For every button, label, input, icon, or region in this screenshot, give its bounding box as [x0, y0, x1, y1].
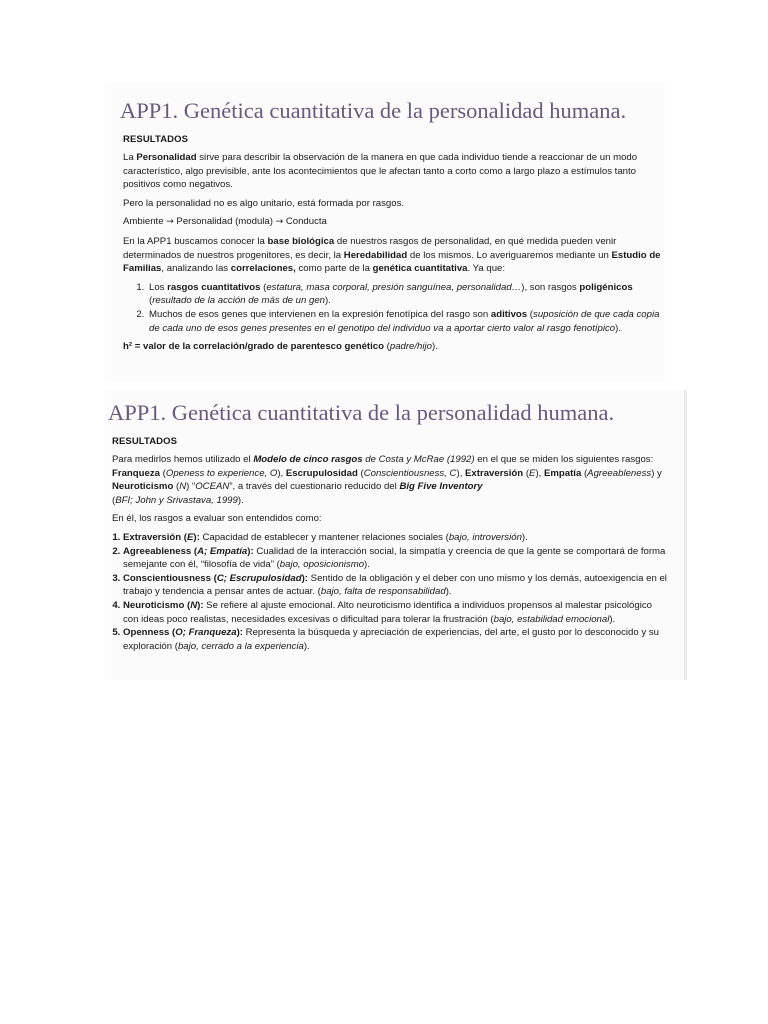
personality-definition-paragraph: La Personalidad sirve para describir la observación de la manera en que cada individuo tiende a reaccionar de un modo característico, algo previsible, ante los acontecimientos que le afectan tanto a corto como a largo plazo a estímulos tanto positivos como negativos.	[123, 152, 638, 191]
slide-1	[105, 82, 665, 382]
slide-2-title: APP1. Genética cuantitativa de la personalidad humana.	[108, 400, 615, 425]
slide-1-section-label: RESULTADOS	[123, 134, 189, 145]
list-item: 4. Neuroticismo (N): Se refiere al ajuste emocional. Alto neuroticismo identifica a individuos propensos al malestar psicológico con ideas poco realistas, necesidades excesivas o dificultad para tolerar la frustración (bajo, estabilidad emocional).	[123, 599, 668, 626]
list-item: 2. Muchos de esos genes que intervienen en la expresión fenotípica del rasgo son aditivos (suposición de que cada copia de cada uno de esos genes presentes en el genotipo del individuo va a aportar cierto valor al rasgo fenotípico).	[147, 308, 663, 335]
slide-2	[105, 390, 687, 680]
slide-1-body	[123, 151, 663, 354]
environment-flow-paragraph: Ambiente → Personalidad (modula) → Conducta	[123, 216, 327, 228]
slide-2-section-label: RESULTADOS	[112, 436, 178, 447]
arrow-right-icon: →	[275, 217, 284, 228]
five-factor-model-paragraph: Para medirlos hemos utilizado el Modelo de cinco rasgos de Costa y McRae (1992) en el que se miden los siguientes rasgos: Franqueza (Openess to experience, O), Escrupulosidad (Conscientiousness, C), Extraversión (E), Empatía (Agreeableness) y Neuroticismo (N) “OCEAN”, a través del cuestionario reducido del Big Five Inventory (BFI; John y Srivastava, 1999).	[112, 454, 662, 506]
heritability-formula: h² = valor de la correlación/grado de parentesco genético (padre/hijo).	[123, 341, 438, 353]
slide-1-title: APP1. Genética cuantitativa de la personalidad humana.	[120, 98, 627, 123]
slide-2-body	[112, 453, 668, 653]
list-item: 1. Extraversión (E): Capacidad de establecer y mantener relaciones sociales (bajo, introversión).	[123, 531, 668, 545]
list-item: 1. Los rasgos cuantitativos (estatura, masa corporal, presión sanguínea, personalidad…), son rasgos poligénicos (resultado de la acción de más de un gen).	[147, 281, 663, 308]
list-item: 5. Openness (O; Franqueza): Representa la búsqueda y apreciación de experiencias, del arte, el gusto por lo desconocido y su exploración (bajo, cerrado a la experiencia).	[123, 626, 668, 653]
traits-intro-paragraph: En él, los rasgos a evaluar son entendidos como:	[112, 513, 322, 525]
traits-paragraph: Pero la personalidad no es algo unitario, está formada por rasgos.	[123, 197, 405, 209]
quantitative-traits-list	[123, 281, 663, 335]
arrow-right-icon: →	[166, 217, 174, 228]
list-item: 2. Agreeableness (A; Empatía): Cualidad de la interacción social, la simpatía y creencia de que la gente se comportará de forma semejante con él, “filosofía de vida” (bajo, oposicionismo).	[123, 545, 668, 572]
app1-goal-paragraph: En la APP1 buscamos conocer la base biológica de nuestros rasgos de personalidad, en qué medida pueden venir determinados de nuestros progenitores, es decir, la Heredabilidad de los mismos. Lo averiguaremos mediante un Estudio de Familias, analizando las correlaciones, como parte de la genética cuantitativa. Ya que:	[123, 235, 661, 275]
list-item: 3. Conscientiousness (C; Escrupulosidad): Sentido de la obligación y el deber con uno mismo y los demás, autoexigencia en el trabajo y tendencia a pensar antes de actuar. (bajo, falta de responsabilidad).	[123, 572, 668, 599]
big-five-traits-list	[112, 531, 668, 653]
